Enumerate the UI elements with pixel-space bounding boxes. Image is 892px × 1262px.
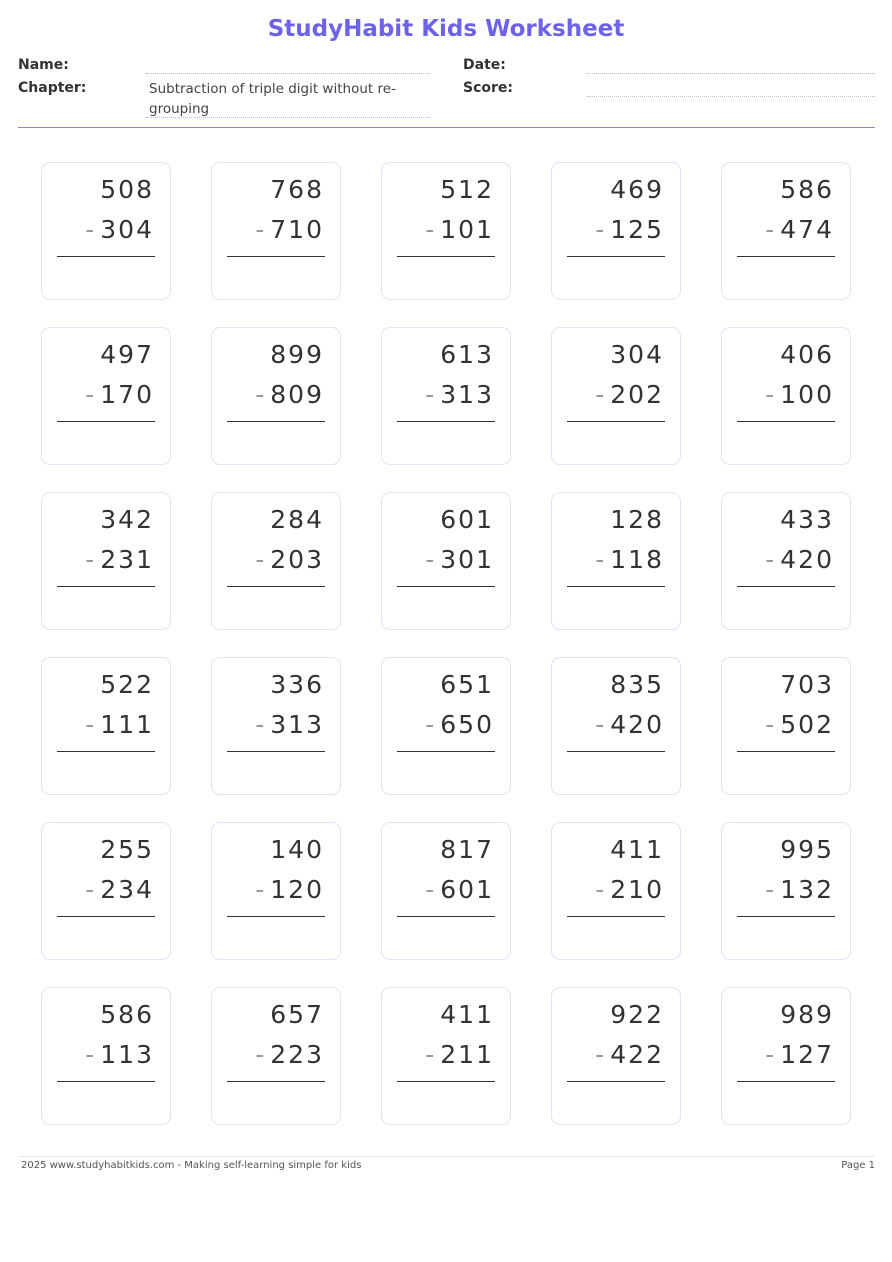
minuend: 586: [780, 175, 834, 204]
subtrahend-row: [595, 875, 664, 904]
score-label: Score:: [463, 80, 513, 96]
problem-card[interactable]: [41, 492, 171, 630]
minuend: 406: [780, 340, 834, 369]
worksheet-title: StudyHabit Kids Worksheet: [267, 16, 625, 42]
answer-line: [567, 751, 665, 752]
minuend: 342: [100, 505, 154, 534]
subtrahend-row: [425, 380, 494, 409]
subtrahend: 313: [270, 710, 324, 739]
problem-card[interactable]: [211, 492, 341, 630]
problem-card[interactable]: [721, 492, 851, 630]
answer-line: [737, 586, 835, 587]
header-divider: [18, 127, 875, 128]
minuend: 522: [100, 670, 154, 699]
subtrahend-row: [765, 545, 834, 574]
subtrahend-row: [255, 545, 324, 574]
minus-sign: -: [85, 710, 97, 739]
answer-line: [737, 916, 835, 917]
minus-sign: -: [255, 875, 267, 904]
answer-line: [567, 256, 665, 257]
subtrahend: 304: [100, 215, 154, 244]
subtrahend-row: [765, 875, 834, 904]
minuend: 508: [100, 175, 154, 204]
subtrahend: 100: [780, 380, 834, 409]
answer-line: [737, 256, 835, 257]
name-field[interactable]: [146, 73, 430, 74]
minus-sign: -: [425, 875, 437, 904]
page-number: Page 1: [841, 1160, 875, 1171]
minus-sign: -: [595, 875, 607, 904]
subtrahend: 223: [270, 1040, 324, 1069]
problem-card[interactable]: [211, 657, 341, 795]
minuend: 336: [270, 670, 324, 699]
minuend: 835: [610, 670, 664, 699]
answer-line: [567, 916, 665, 917]
minus-sign: -: [255, 1040, 267, 1069]
minus-sign: -: [255, 710, 267, 739]
subtrahend: 210: [610, 875, 664, 904]
answer-line: [227, 751, 325, 752]
subtrahend: 301: [440, 545, 494, 574]
subtrahend: 474: [780, 215, 834, 244]
answer-line: [227, 421, 325, 422]
answer-line: [57, 256, 155, 257]
score-field[interactable]: [587, 96, 875, 97]
minus-sign: -: [765, 1040, 777, 1069]
chapter-label: Chapter:: [18, 80, 87, 96]
minus-sign: -: [85, 215, 97, 244]
answer-line: [57, 751, 155, 752]
subtrahend: 422: [610, 1040, 664, 1069]
subtrahend-row: [765, 215, 834, 244]
answer-line: [737, 421, 835, 422]
minuend: 922: [610, 1000, 664, 1029]
minus-sign: -: [765, 875, 777, 904]
problem-card[interactable]: [41, 327, 171, 465]
answer-line: [397, 256, 495, 257]
answer-line: [227, 1081, 325, 1082]
problem-card[interactable]: [381, 327, 511, 465]
minus-sign: -: [85, 875, 97, 904]
minuend: 512: [440, 175, 494, 204]
problem-card[interactable]: [41, 987, 171, 1125]
answer-line: [567, 421, 665, 422]
minus-sign: -: [595, 380, 607, 409]
problem-card[interactable]: [721, 987, 851, 1125]
answer-line: [57, 1081, 155, 1082]
subtrahend-row: [765, 710, 834, 739]
subtrahend: 231: [100, 545, 154, 574]
subtrahend-row: [85, 875, 154, 904]
minuend: 411: [440, 1000, 494, 1029]
problem-card[interactable]: [381, 162, 511, 300]
chapter-value-line2: grouping: [149, 101, 210, 117]
answer-line: [57, 916, 155, 917]
minus-sign: -: [255, 545, 267, 574]
minuend: 255: [100, 835, 154, 864]
footer-text: 2025 www.studyhabitkids.com - Making self-learning simple for kids: [21, 1160, 362, 1171]
minus-sign: -: [85, 545, 97, 574]
problem-card[interactable]: [381, 492, 511, 630]
minuend: 651: [440, 670, 494, 699]
minuend: 469: [610, 175, 664, 204]
answer-line: [227, 586, 325, 587]
subtrahend-row: [765, 1040, 834, 1069]
subtrahend: 710: [270, 215, 324, 244]
subtrahend-row: [425, 875, 494, 904]
minus-sign: -: [255, 380, 267, 409]
subtrahend-row: [85, 215, 154, 244]
minuend: 601: [440, 505, 494, 534]
problem-card[interactable]: [551, 492, 681, 630]
chapter-value-line1: Subtraction of triple digit without re-: [149, 81, 396, 97]
problem-card[interactable]: [721, 822, 851, 960]
subtrahend: 420: [780, 545, 834, 574]
answer-line: [567, 586, 665, 587]
problem-card[interactable]: [551, 822, 681, 960]
subtrahend: 101: [440, 215, 494, 244]
minus-sign: -: [765, 545, 777, 574]
problem-card[interactable]: [41, 822, 171, 960]
subtrahend-row: [255, 215, 324, 244]
problem-card[interactable]: [41, 162, 171, 300]
date-field[interactable]: [587, 73, 875, 74]
minus-sign: -: [765, 215, 777, 244]
subtrahend: 111: [100, 710, 154, 739]
subtrahend: 127: [780, 1040, 834, 1069]
answer-line: [227, 256, 325, 257]
subtrahend-row: [425, 710, 494, 739]
problem-card[interactable]: [41, 657, 171, 795]
minuend: 140: [270, 835, 324, 864]
subtrahend-row: [595, 380, 664, 409]
subtrahend: 170: [100, 380, 154, 409]
answer-line: [397, 421, 495, 422]
problem-card[interactable]: [381, 657, 511, 795]
minuend: 613: [440, 340, 494, 369]
subtrahend-row: [255, 380, 324, 409]
problem-card[interactable]: [381, 822, 511, 960]
subtrahend-row: [595, 215, 664, 244]
subtrahend: 125: [610, 215, 664, 244]
minus-sign: -: [425, 215, 437, 244]
minus-sign: -: [595, 215, 607, 244]
minus-sign: -: [425, 710, 437, 739]
problem-card[interactable]: [721, 327, 851, 465]
minus-sign: -: [765, 380, 777, 409]
minuend: 989: [780, 1000, 834, 1029]
minuend: 768: [270, 175, 324, 204]
problem-card[interactable]: [551, 987, 681, 1125]
minuend: 657: [270, 1000, 324, 1029]
subtrahend: 120: [270, 875, 324, 904]
subtrahend: 502: [780, 710, 834, 739]
problem-card[interactable]: [551, 657, 681, 795]
subtrahend-row: [595, 1040, 664, 1069]
problem-card[interactable]: [551, 162, 681, 300]
subtrahend: 211: [440, 1040, 494, 1069]
subtrahend-row: [765, 380, 834, 409]
problem-card[interactable]: [211, 162, 341, 300]
minuend: 899: [270, 340, 324, 369]
subtrahend: 420: [610, 710, 664, 739]
answer-line: [397, 586, 495, 587]
subtrahend: 313: [440, 380, 494, 409]
minuend: 128: [610, 505, 664, 534]
minuend: 304: [610, 340, 664, 369]
subtrahend-row: [425, 545, 494, 574]
subtrahend-row: [255, 710, 324, 739]
subtrahend: 132: [780, 875, 834, 904]
minuend: 497: [100, 340, 154, 369]
minus-sign: -: [85, 380, 97, 409]
subtrahend: 809: [270, 380, 324, 409]
problem-card[interactable]: [721, 162, 851, 300]
subtrahend: 650: [440, 710, 494, 739]
subtrahend: 202: [610, 380, 664, 409]
minus-sign: -: [765, 710, 777, 739]
answer-line: [57, 421, 155, 422]
subtrahend-row: [255, 1040, 324, 1069]
minuend: 586: [100, 1000, 154, 1029]
answer-line: [57, 586, 155, 587]
minus-sign: -: [85, 1040, 97, 1069]
subtrahend-row: [85, 380, 154, 409]
problem-card[interactable]: [211, 822, 341, 960]
subtrahend-row: [85, 1040, 154, 1069]
subtrahend: 234: [100, 875, 154, 904]
chapter-field-line: [146, 117, 430, 118]
minus-sign: -: [425, 1040, 437, 1069]
minus-sign: -: [595, 1040, 607, 1069]
subtrahend: 113: [100, 1040, 154, 1069]
answer-line: [227, 916, 325, 917]
date-label: Date:: [463, 57, 506, 73]
name-label: Name:: [18, 57, 69, 73]
minus-sign: -: [425, 380, 437, 409]
minuend: 703: [780, 670, 834, 699]
subtrahend-row: [85, 710, 154, 739]
minus-sign: -: [595, 545, 607, 574]
answer-line: [737, 751, 835, 752]
subtrahend-row: [425, 215, 494, 244]
minuend: 411: [610, 835, 664, 864]
problem-card[interactable]: [551, 327, 681, 465]
subtrahend-row: [425, 1040, 494, 1069]
minus-sign: -: [425, 545, 437, 574]
subtrahend: 203: [270, 545, 324, 574]
answer-line: [567, 1081, 665, 1082]
subtrahend-row: [85, 545, 154, 574]
minus-sign: -: [595, 710, 607, 739]
problem-card[interactable]: [381, 987, 511, 1125]
answer-line: [397, 751, 495, 752]
subtrahend-row: [255, 875, 324, 904]
subtrahend: 118: [610, 545, 664, 574]
answer-line: [737, 1081, 835, 1082]
minuend: 433: [780, 505, 834, 534]
footer-divider: [18, 1156, 875, 1157]
answer-line: [397, 916, 495, 917]
subtrahend-row: [595, 710, 664, 739]
minus-sign: -: [255, 215, 267, 244]
minuend: 284: [270, 505, 324, 534]
problem-card[interactable]: [211, 327, 341, 465]
subtrahend: 601: [440, 875, 494, 904]
minuend: 995: [780, 835, 834, 864]
problem-card[interactable]: [211, 987, 341, 1125]
subtrahend-row: [595, 545, 664, 574]
answer-line: [397, 1081, 495, 1082]
minuend: 817: [440, 835, 494, 864]
problem-card[interactable]: [721, 657, 851, 795]
